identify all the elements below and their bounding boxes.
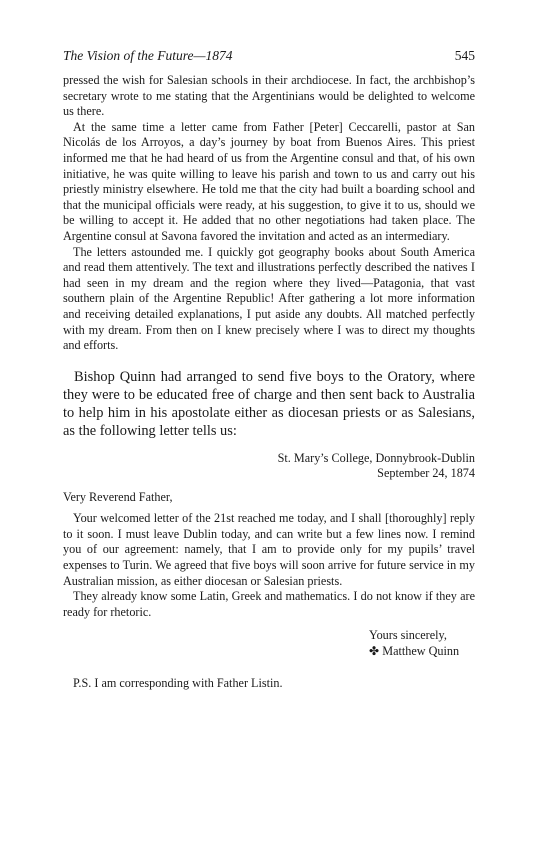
intro-paragraph: Bishop Quinn had arranged to send five boys to the Oratory, where they were to be educated free of charge and then sent back to Australia to help him in his apostolate either as diocesan priests or as Salesians, as the following letter tells us: [63, 368, 475, 440]
editorial-intro [63, 368, 475, 441]
running-title: The Vision of the Future—1874 [63, 48, 233, 63]
letter-body [63, 511, 475, 620]
narrative-section [63, 73, 475, 354]
body-paragraph: The letters astounded me. I quickly got geography books about South America and read them attentively. The text and illustrations perfectly described the natives I had seen in my dream and the region where they lived—Patagonia, that vast southern plain of the Argentine Republic! After gathering a lot more information and receiving detailed explanations, I put aside any doubts. All matched perfectly with my dream. From then on I knew precisely where I was to direct my thoughts and efforts. [63, 244, 475, 353]
letter-paragraph: Your welcomed letter of the 21st reached me today, and I shall [thoroughly] reply to it soon. I must leave Dublin today, and can write but a few lines now. I remind you of our agreement: namely, that I am to provide only for my pupils’ travel expenses to Turin. We agreed that five boys will soon arrive for future service in my Australian mission, as either diocesan or Salesian priests. [63, 511, 475, 588]
letter-closing: Yours sincerely, [369, 628, 447, 643]
letter-signature: ✤ Matthew Quinn [369, 644, 460, 659]
letter-address: St. Mary’s College, Donnybrook-Dublin [277, 450, 475, 465]
running-head [63, 48, 475, 64]
body-paragraph: pressed the wish for Salesian schools in their archdiocese. In fact, the archbishop’s secretary wrote to me stating that the Argentinians would be delighted to welcome us there. [63, 73, 475, 119]
letter-date: September 24, 1874 [377, 466, 475, 481]
letter-closing-block [63, 628, 475, 659]
letter-salutation: Very Reverend Father, [63, 489, 173, 504]
postscript: P.S. I am corresponding with Father Listin. [73, 675, 283, 690]
page-number: 545 [454, 48, 475, 63]
letter-dateline [63, 451, 475, 482]
body-paragraph: At the same time a letter came from Father [Peter] Ceccarelli, pastor at San Nicolás de los Arroyos, a day’s journey by boat from Buenos Aires. This priest informed me that he had heard of us from the Argentine consul and that, of his own initiative, he was quite willing to leave his parish and town to us and carry out his priestly ministry elsewhere. He told me that the city had built a boarding school and that the municipal officials were ready, at his suggestion, to give it to us, should we be willing to accept it. He added that no other negotiations had taken place. The Argentine consul at Savona favored the invitation and acted as an intermediary. [63, 119, 475, 243]
letter-paragraph: They already know some Latin, Greek and mathematics. I do not know if they are ready for rhetoric. [63, 589, 475, 619]
book-page [63, 48, 475, 691]
